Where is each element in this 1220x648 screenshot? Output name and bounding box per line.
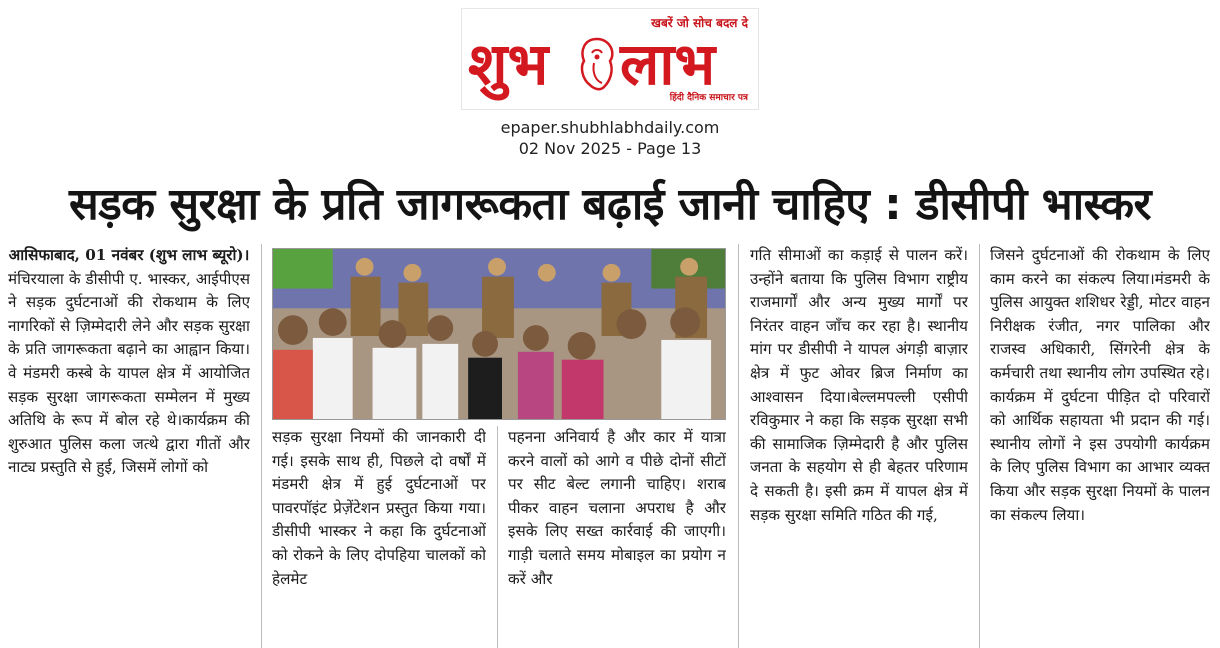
logo-word-right: लाभ <box>620 30 716 98</box>
column-1-text: मंचिरयाला के डीसीपी ए. भास्कर, आईपीएस ने सड़क दुर्घटनाओं की रोकथाम के लिए नागरिकों से ज़िम्मेदारी लेने और सड़क सुरक्षा के प्रति जागरूकता बढ़ाने का आह्वान किया। वे मंडमरी कस्बे के यापल क्षेत्र में आयोजित सड़क सुरक्षा जागरूकता सम्मेलन में मुख्य अतिथि के रूप में बोल रहे थे।कार्यक्रम की शुरुआत पुलिस कला जत्थे द्वारा गीतों और नाट्य प्रस्तुति से हुई, जिसमें लोगों को <box>8 269 250 477</box>
column-5-text: जिसने दुर्घटनाओं की रोकथाम के लिए काम करने का संकल्प लिया।मंडमरी के पुलिस आयुक्त शशिधर रेड्डी, मोटर वाहन निरीक्षक रंजीत, नगर पालिका और राजस्व अधिकारी, सिंगरेनी क्षेत्र के कर्मचारी तथा स्थानीय लोग उपस्थित रहे। कार्यक्रम में दुर्घटना पीड़ित दो परिवारों को आर्थिक सहायता भी प्रदान की गई।स्थानीय लोगों ने इस उपयोगी कार्यक्रम के लिए पुलिस विभाग का आभार व्यक्त किया और सड़क सुरक्षा नियमों के पालन का संकल्प लिया। <box>990 246 1210 524</box>
column-divider <box>738 244 739 648</box>
article-column-1 <box>8 244 250 648</box>
masthead-tagline: खबरें जो सोच बदल दे <box>651 16 748 30</box>
column-3-text: पहनना अनिवार्य है और कार में यात्रा करने वालों को आगे व पीछे दोनों सीटों पर सीट बेल्ट लगानी चाहिए। शराब पीकर वाहन चलाना अपराध है और इसके लिए सख्त कार्रवाई की जाएगी। गाड़ी चलाते समय मोबाइल का प्रयोग न करें और <box>508 428 726 588</box>
article-column-5 <box>990 244 1210 648</box>
newspaper-masthead <box>461 8 759 110</box>
logo-word-left: शुभ <box>468 30 549 98</box>
column-4-text: गति सीमाओं का कड़ाई से पालन करें।उन्होंने बताया कि पुलिस विभाग राष्ट्रीय राजमार्गों और अन्य मुख्य मार्गों पर निरंतर वाहन जाँच कर रहा है। स्थानीय मांग पर डीसीपी ने यापल अंगड़ी बाज़ार क्षेत्र में फुट ओवर ब्रिज निर्माण का आश्वासन दिया।बेल्लमपल्ली एसीपी रविकुमार ने कहा कि सड़क सुरक्षा सभी की सामाजिक ज़िम्मेदारी है और पुलिस जनता के सहयोग से ही बेहतर परिणाम दे सकती है। इसी क्रम में यापल क्षेत्र में सड़क सुरक्षा समिति गठित की गई, <box>750 246 968 524</box>
epaper-url[interactable]: epaper.shubhlabhdaily.com <box>500 118 720 137</box>
article-column-4 <box>750 244 968 648</box>
edition-date-page: 02 Nov 2025 - Page 13 <box>518 139 702 158</box>
column-divider <box>261 244 262 648</box>
column-divider <box>979 244 980 648</box>
article-column-3 <box>508 426 726 648</box>
article-headline: सड़क सुरक्षा के प्रति जागरूकता बढ़ाई जानी चाहिए : डीसीपी भास्कर <box>69 179 1151 230</box>
article-column-2 <box>272 426 486 648</box>
article-dateline: आसिफाबाद, 01 नवंबर (शुभ लाभ ब्यूरो)। <box>8 246 250 264</box>
masthead-subtag: हिंदी दैनिक समाचार पत्र <box>669 93 748 103</box>
column-2-text: सड़क सुरक्षा नियमों की जानकारी दी गई। इसके साथ ही, पिछले दो वर्षों में मंडमरी क्षेत्र में हुई दुर्घटनाओं पर पावरपॉइंट प्रेज़ेंटेशन प्रस्तुत किया गया।डीसीपी भास्कर ने कहा कि दुर्घटनाओं को रोकने के लिए दोपहिया चालकों को हेलमेट <box>272 428 486 588</box>
ganesha-logo-icon <box>574 33 620 95</box>
column-divider <box>497 426 498 648</box>
event-photo-illustration <box>273 249 725 419</box>
event-photo <box>272 248 726 420</box>
